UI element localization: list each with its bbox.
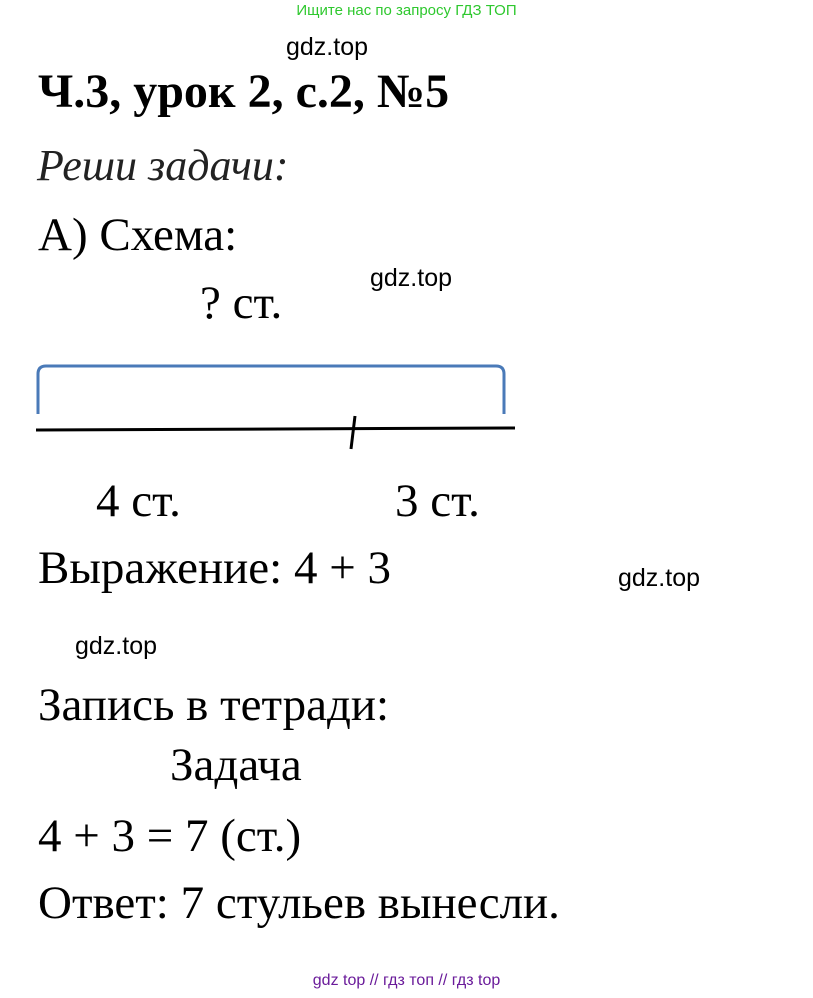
notebook-label: Запись в тетради:: [38, 679, 390, 731]
scheme-diagram: [0, 350, 560, 460]
answer: Ответ: 7 стульев вынесли.: [38, 877, 560, 929]
total-bracket: [38, 366, 504, 414]
solution: 4 + 3 = 7 (ст.): [38, 810, 302, 862]
page-title: Ч.3, урок 2, с.2, №5: [38, 65, 450, 118]
watermark: gdz.top: [75, 632, 158, 660]
top-banner[interactable]: Ищите нас по запросу ГДЗ ТОП: [296, 2, 517, 19]
segment-left-label: 4 ст.: [96, 475, 181, 527]
watermark: gdz.top: [370, 264, 453, 292]
expression: Выражение: 4 + 3: [38, 542, 391, 594]
watermark: gdz.top: [618, 564, 701, 592]
total-label: ? ст.: [200, 277, 283, 329]
scheme-label: А) Схема:: [38, 209, 238, 261]
segment-divider-tick: [351, 416, 355, 449]
segment-line: [36, 428, 515, 430]
watermark: gdz.top: [286, 33, 369, 61]
footer-links[interactable]: gdz top // гдз топ // гдз top: [312, 972, 501, 989]
segment-right-label: 3 ст.: [395, 475, 480, 527]
task-prompt: Реши задачи:: [37, 141, 289, 190]
task-heading: Задача: [170, 739, 302, 791]
